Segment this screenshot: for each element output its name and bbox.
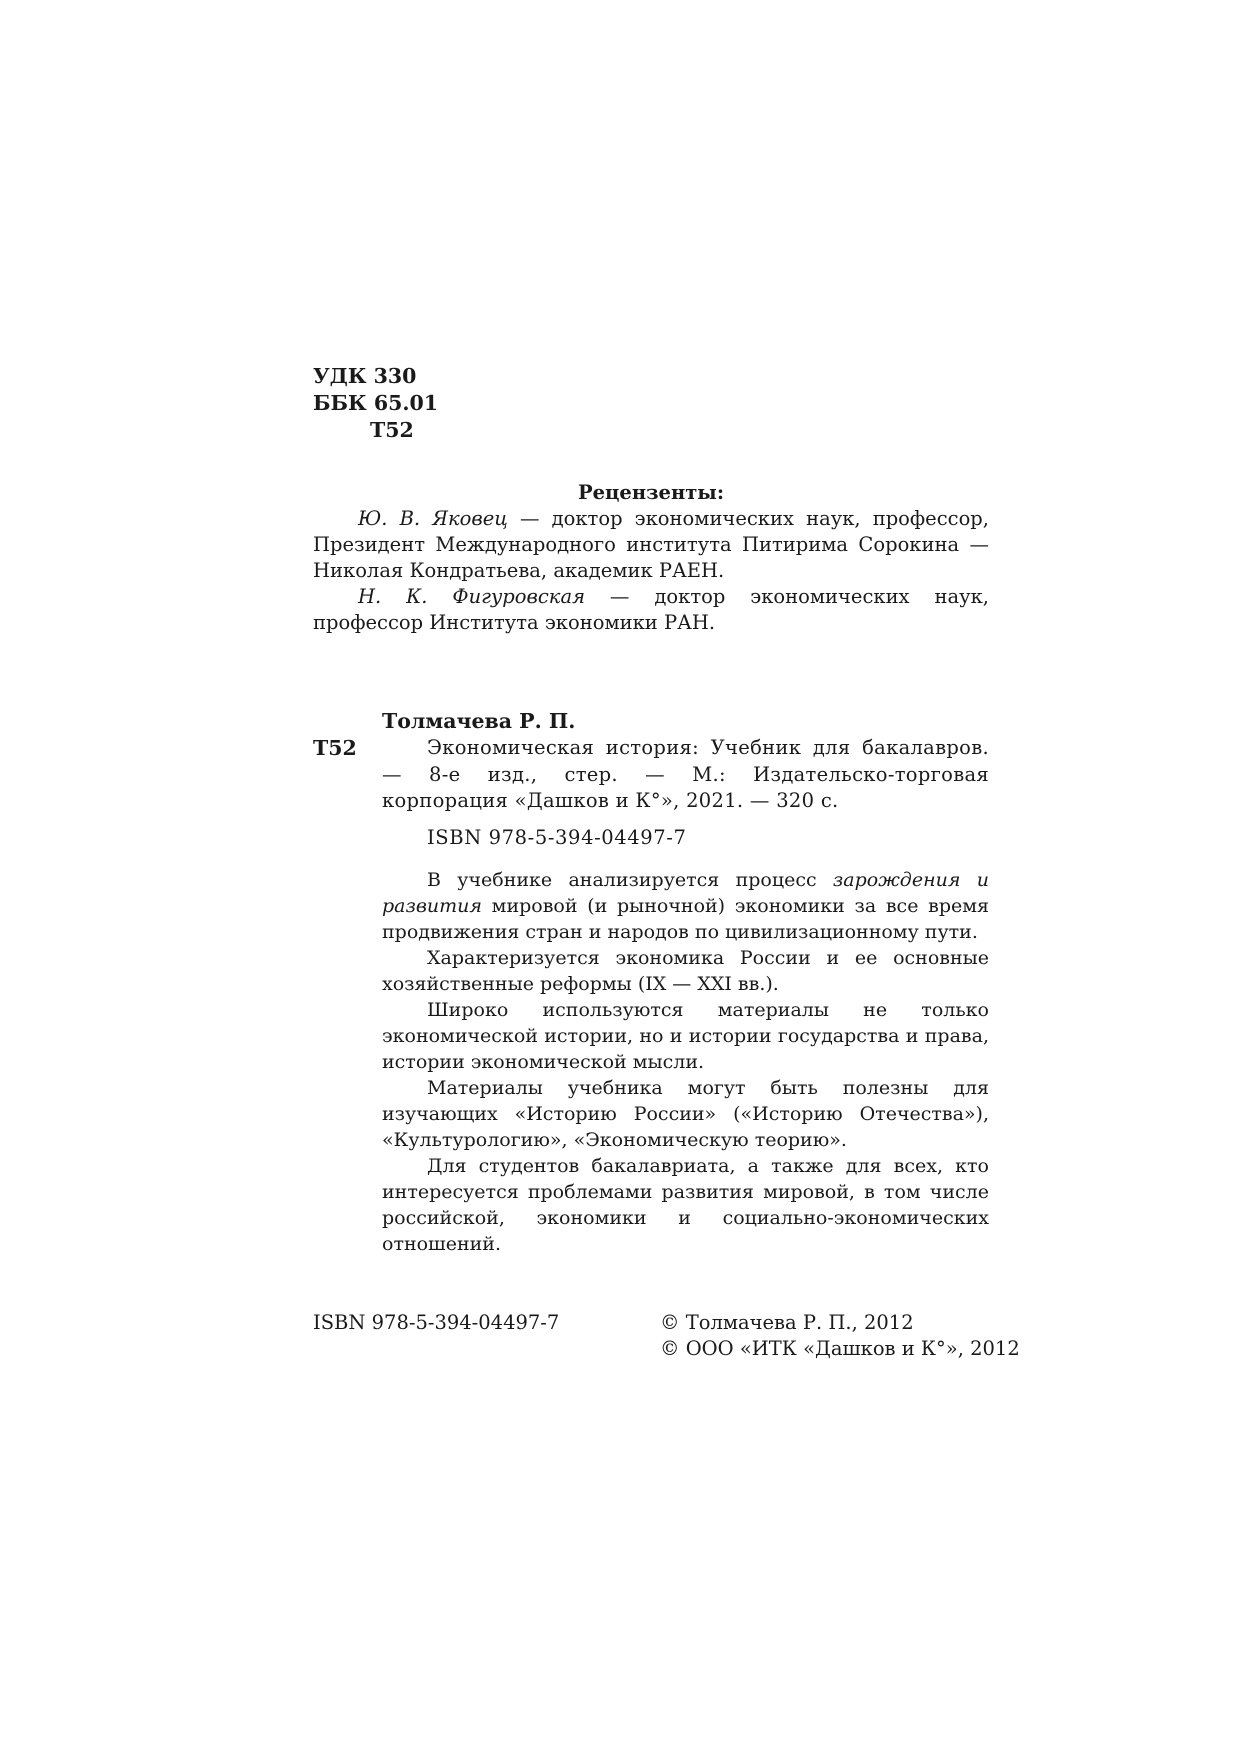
udk-code: УДК 330	[313, 364, 417, 388]
reviewers-heading: Рецензенты:	[577, 481, 725, 504]
reviewer-entry	[313, 506, 989, 584]
reviewers-section	[313, 480, 989, 636]
abstract-paragraph	[382, 867, 989, 945]
abstract-text: В учебнике анализируется процесс	[427, 869, 833, 891]
bbk-code: ББК 65.01	[313, 391, 439, 415]
copyright-block	[660, 1310, 1020, 1362]
abstract-paragraph: Широко используются материалы не только экономической истории, но и истории государства и права, истории экономической мысли.	[382, 999, 989, 1073]
reviewer-name: Ю. В. Яковец	[358, 507, 508, 530]
abstract-text: мировой (и рыночной) экономики за все время продвижения стран и народов по цивилизационному пути.	[382, 895, 989, 943]
reviewer-name: Н. К. Фигуровская	[358, 585, 585, 608]
abstract-emphasis: зарождения и развития	[382, 869, 989, 917]
abstract	[382, 867, 989, 1257]
card-author-mark: Т52	[313, 736, 357, 760]
abstract-paragraph: Материалы учебника могут быть полезны для изучающих «Историю России» («Историю Отечества»), «Культурологию», «Экономическую теорию».	[382, 1077, 989, 1151]
classification-block	[313, 363, 438, 444]
reviewer-description: — доктор экономических наук, профессор Института экономики РАН.	[313, 585, 989, 634]
card-author: Толмачева Р. П.	[382, 709, 576, 733]
copyright-publisher: © ООО «ИТК «Дашков и К°», 2012	[660, 1337, 1020, 1360]
abstract-paragraph: Для студентов бакалавриата, а также для всех, кто интересуется проблемами развития мировой, в том числе российской, экономики и социально-экономических отношений.	[382, 1155, 989, 1255]
catalog-card	[382, 735, 989, 1257]
reviewer-description: — доктор экономических наук, профессор, Президент Международного института Питирима Сорокина — Николая Кондратьева, академик РАЕН.	[313, 507, 989, 582]
copyright-author: © Толмачева Р. П., 2012	[660, 1311, 914, 1334]
reviewer-entry	[313, 584, 989, 636]
card-isbn: ISBN 978-5-394-04497-7	[427, 825, 687, 849]
abstract-paragraph: Характеризуется экономика России и ее основные хозяйственные реформы (IX — XXI вв.).	[382, 947, 989, 995]
footer-isbn: ISBN 978-5-394-04497-7	[313, 1311, 560, 1334]
bibliographic-description: Экономическая история: Учебник для бакалавров. — 8-е изд., стер. — М.: Издательско-торговая корпорация «Дашков и К°», 2021. — 320 с.	[382, 736, 989, 812]
author-mark: Т52	[370, 418, 414, 442]
